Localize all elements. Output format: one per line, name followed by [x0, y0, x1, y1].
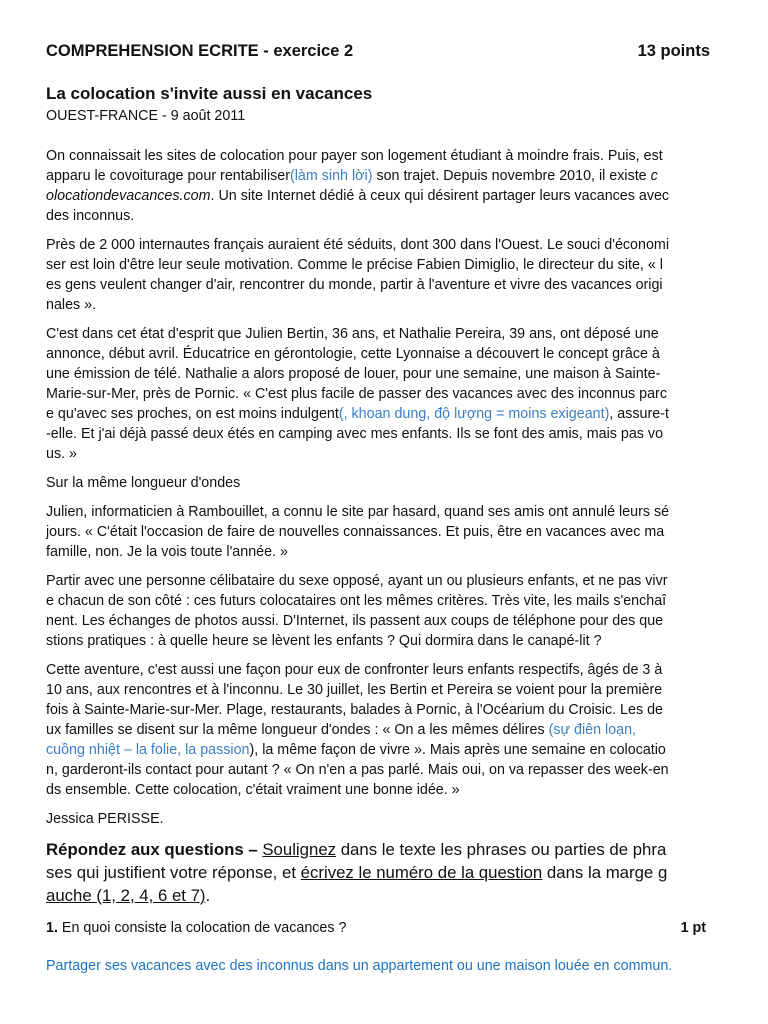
question-1: 1. En quoi consiste la colocation de vacances ? 1 pt [46, 920, 706, 936]
paragraph-3: C'est dans cet état d'esprit que Julien Bertin, 36 ans, et Nathalie Pereira, 39 ans, ont déposé une annonce, début avril. Éducatrice en gérontologie, cette Lyonnaise a découvert le concept grâce à une émission de télé. Nathalie a alors proposé de louer, pour une semaine, une maison à Sainte- Marie-sur-Mer, près de Pornic. « C'est plus facile de passer des vacances avec des inconnus parc e qu'avec ses proches, on est moins indulgent(, khoan dung, độ lượng = moins exigeant), assure-t -elle. Et j'ai déjà passé deux étés en camping avec mes enfants. Ils se font des amis, mais pas vo us. » [46, 326, 669, 462]
paragraph-1: On connaissait les sites de colocation pour payer son logement étudiant à moindre frais. Puis, est apparu le covoiturage pour rentabiliser(làm sinh lời) son trajet. Depuis novembre 2010, il existe c olocationdevacances.com. Un site Internet dédié à ceux qui désirent partager leurs vacances avec des inconnus. [46, 148, 670, 224]
section-subheading: Sur la même longueur d'ondes [46, 475, 241, 491]
exercise-points: 13 points [637, 42, 710, 60]
exercise-header [46, 42, 710, 64]
gloss-annotation: cuồng nhiệt – la folie, la passion [46, 742, 250, 758]
article-author: Jessica PERISSE. [46, 811, 164, 827]
question-points: 1 pt [680, 920, 706, 936]
gloss-annotation: (, khoan dung, độ lượng = moins exigeant) [338, 406, 610, 422]
exercise-title: COMPREHENSION ECRITE - exercice 2 [46, 42, 354, 60]
paragraph-5: Partir avec une personne célibataire du sexe opposé, ayant un ou plusieurs enfants, et ne pas vivr e chacun de son côté : ces futurs colocataires ont les mêmes critères. Très vite, les mails s'enchaî nent. Les échanges de photos aussi. D'Internet, ils passent aux coups de téléphone pour des que stions pratiques : à quelle heure se lèvent les enfants ? Qui dormira dans le canapé-lit ? [46, 573, 668, 649]
article-source: OUEST-FRANCE - 9 août 2011 [46, 108, 246, 124]
article-title: La colocation s'invite aussi en vacances [46, 84, 373, 103]
paragraph-6: Cette aventure, c'est aussi une façon pour eux de confronter leurs enfants respectifs, âgés de 3 à 10 ans, aux rencontres et à l'inconnu. Le 30 juillet, les Bertin et Pereira se voient pour la première fois à Sainte-Marie-sur-Mer. Plage, restaurants, balades à Pornic, à l'Océarium du Croisic. Les de ux familles se disent sur la même longueur d'ondes : « On a les mêmes délires (sự điên loạn, cuồng nhiệt – la folie, la passion), la même façon de vivre ». Mais après une semaine en colocatio n, garderont-ils contact pour autant ? « On n'en a pas parlé. Mais oui, on va repasser des week-en ds ensemble. Cette colocation, c'était vraiment une bonne idée. » [46, 662, 669, 798]
instructions: Répondez aux questions – Soulignez dans le texte les phrases ou parties de phra ses qui justifient votre réponse, et écrivez le numéro de la question dans la marge g auche (1, 2, 4, 6 et 7). [46, 840, 668, 905]
paragraph-4: Julien, informaticien à Rambouillet, a connu le site par hasard, quand ses amis ont annulé leurs sé jours. « C'était l'occasion de faire de nouvelles connaissances. Et puis, être en vacances avec ma famille, non. Je la vois toute l'année. » [46, 504, 670, 560]
paragraph-2: Près de 2 000 internautes français auraient été séduits, dont 300 dans l'Ouest. Le souci d'économi ser est loin d'être leur seule motivation. Comme le précise Fabien Dimiglio, le directeur du site, « l es gens veulent changer d'air, rencontrer du monde, partir à l'aventure et vivre des vacances origi nales ». [46, 237, 669, 313]
answer-text: Partager ses vacances avec des inconnus dans un appartement ou une maison louée en commun. [46, 958, 673, 974]
gloss-annotation: (làm sinh lời) [290, 168, 373, 184]
article-body [46, 146, 722, 838]
gloss-annotation: (sự điên loạn, [548, 722, 637, 738]
